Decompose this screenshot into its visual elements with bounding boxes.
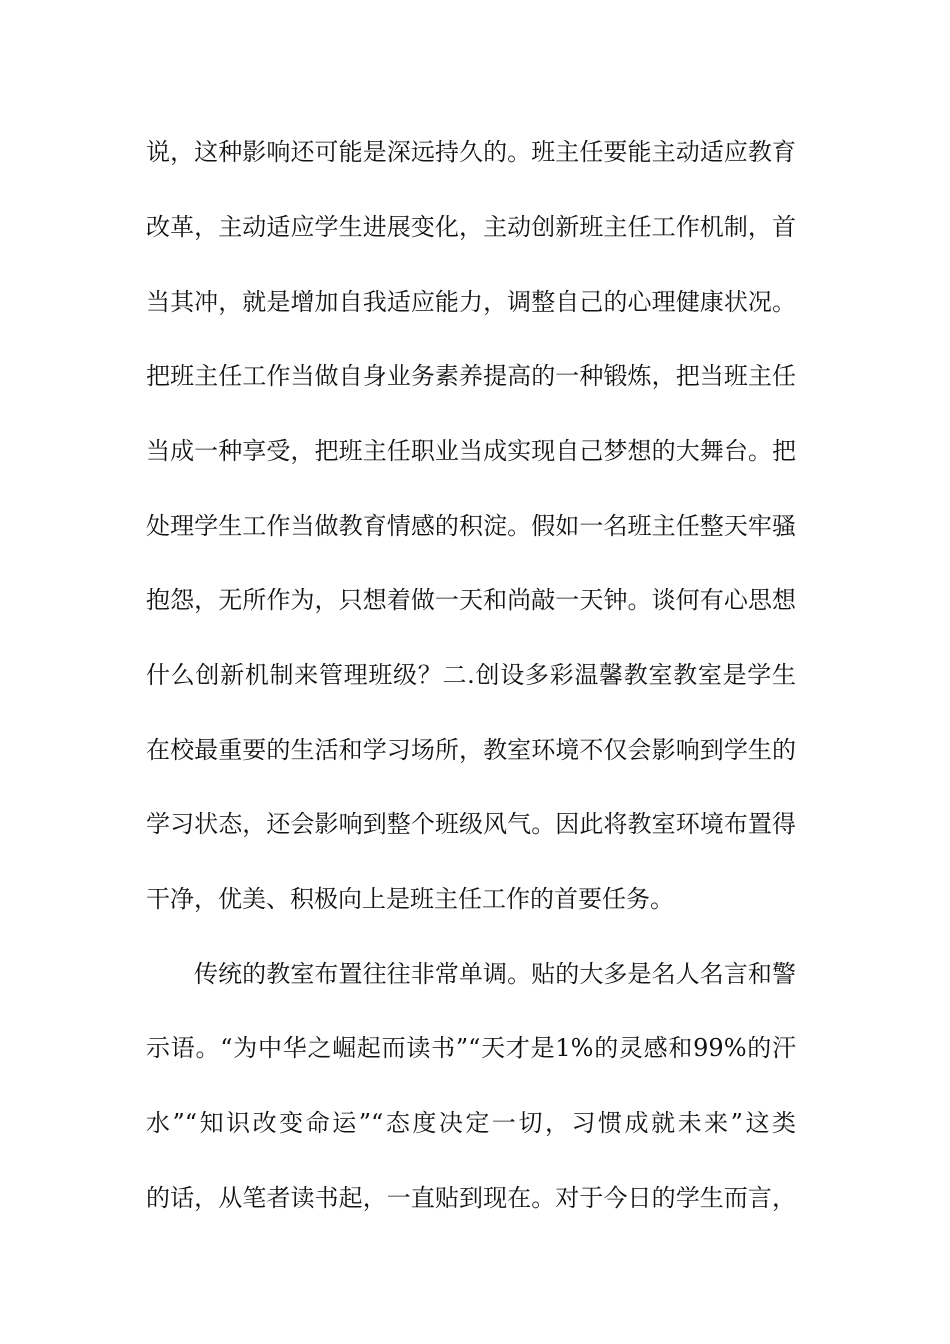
text-line: 处理学生工作当做教育情感的积淀。假如一名班主任整天牢骚 xyxy=(146,512,796,540)
text-line: 干净，优美、积极向上是班主任工作的首要任务。 xyxy=(146,885,674,913)
text-line: 改革，主动适应学生进展变化，主动创新班主任工作机制，首 xyxy=(146,213,796,241)
text-line: 抱怨，无所作为，只想着做一天和尚敲一天钟。谈何有心思想 xyxy=(146,586,796,614)
text-line: 的话，从笔者读书起，一直贴到现在。对于今日的学生而言， xyxy=(146,1184,796,1212)
text-line: 水”“知识改变命运”“态度决定一切，习惯成就未来”这类 xyxy=(146,1109,796,1137)
text-line: 什么创新机制来管理班级？二.创设多彩温馨教室教室是学生 xyxy=(146,661,796,689)
text-line: 学习状态，还会影响到整个班级风气。因此将教室环境布置得 xyxy=(146,810,796,838)
text-line: 当成一种享受，把班主任职业当成实现自己梦想的大舞台。把 xyxy=(146,437,796,465)
text-line: 把班主任工作当做自身业务素养提高的一种锻炼，把当班主任 xyxy=(146,362,796,390)
paragraph-first-line: 传统的教室布置往往非常单调。贴的大多是名人名言和警 xyxy=(194,960,796,988)
text-line: 当其冲，就是增加自我适应能力，调整自己的心理健康状况。 xyxy=(146,288,796,316)
text-line: 示语。“为中华之崛起而读书”“天才是1%的灵感和99%的汗 xyxy=(146,1034,796,1062)
text-line: 在校最重要的生活和学习场所，教室环境不仅会影响到学生的 xyxy=(146,736,796,764)
text-line: 说，这种影响还可能是深远持久的。班主任要能主动适应教育 xyxy=(146,138,796,166)
